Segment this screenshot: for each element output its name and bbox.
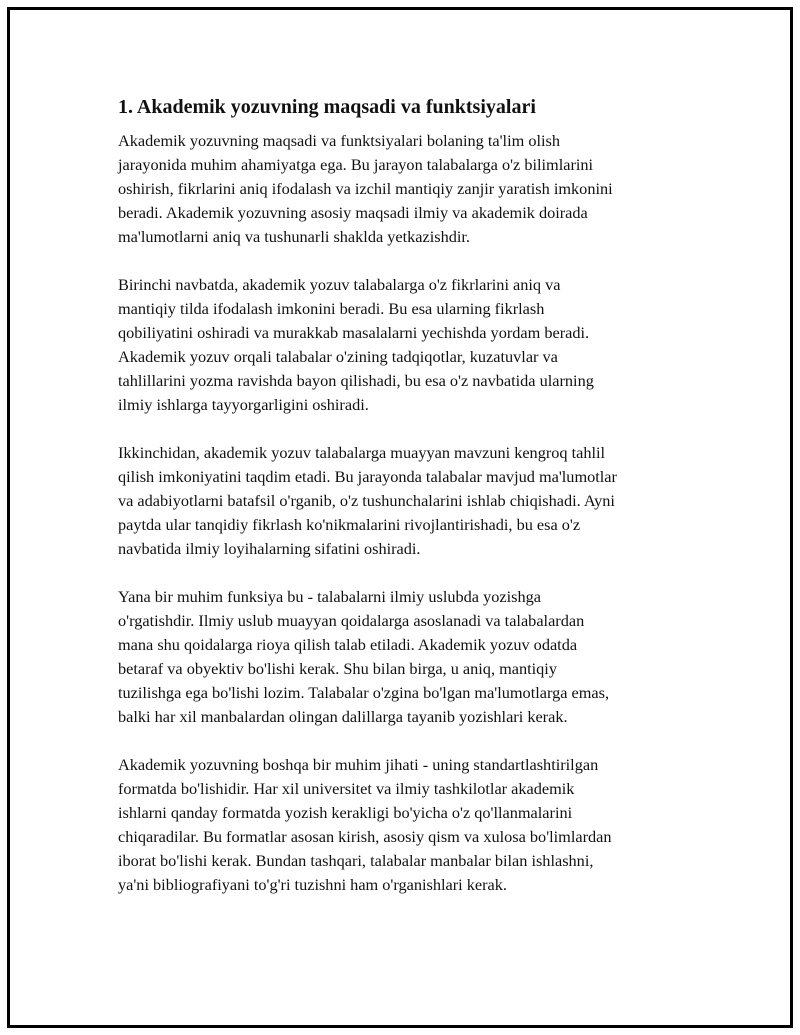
- text-line: Ikkinchidan, akademik yozuv talabalarga muayyan mavzuni kengroq tahlil: [118, 443, 606, 462]
- text-line: balki har xil manbalardan olingan dalillarga tayanib yozishlari kerak.: [118, 707, 568, 726]
- document-body: [118, 94, 688, 921]
- text-line: mantiqiy tilda ifodalash imkonini beradi. Bu esa ularning fikrlash: [118, 299, 545, 318]
- text-line: ilmiy ishlarga tayyorgarligini oshiradi.: [118, 395, 369, 414]
- text-line: ma'lumotlarni aniq va tushunarli shaklda yetkazishdir.: [118, 227, 470, 246]
- text-line: jarayonida muhim ahamiyatga ega. Bu jarayon talabalarga o'z bilimlarini: [118, 155, 594, 174]
- paragraph: [118, 273, 688, 417]
- text-line: Yana bir muhim funksiya bu - talabalarni ilmiy uslubda yozishga: [118, 587, 541, 606]
- text-line: betaraf va obyektiv bo'lishi kerak. Shu bilan birga, u aniq, mantiqiy: [118, 659, 557, 678]
- text-line: paytda ular tanqidiy fikrlash ko'nikmalarini rivojlantirishadi, bu esa o'z: [118, 515, 581, 534]
- paragraph: [118, 753, 688, 897]
- text-line: va adabiyotlarni batafsil o'rganib, o'z tushunchalarini ishlab chiqishadi. Ayni: [118, 491, 615, 510]
- paragraph: [118, 129, 688, 249]
- text-line: qilish imkoniyatini taqdim etadi. Bu jarayonda talabalar mavjud ma'lumotlar: [118, 467, 617, 486]
- text-line: Akademik yozuv orqali talabalar o'zining tadqiqotlar, kuzatuvlar va: [118, 347, 558, 366]
- text-line: Akademik yozuvning maqsadi va funktsiyalari bolaning ta'lim olish: [118, 131, 560, 150]
- text-line: chiqaradilar. Bu formatlar asosan kirish, asosiy qism va xulosa bo'limlardan: [118, 827, 612, 846]
- text-line: tuzilishga ega bo'lishi lozim. Talabalar o'zgina bo'lgan ma'lumotlarga emas,: [118, 683, 610, 702]
- text-line: iborat bo'lishi kerak. Bundan tashqari, talabalar manbalar bilan ishlashni,: [118, 851, 594, 870]
- text-line: beradi. Akademik yozuvning asosiy maqsadi ilmiy va akademik doirada: [118, 203, 588, 222]
- text-line: o'rgatishdir. Ilmiy uslub muayyan qoidalarga asoslanadi va talabalardan: [118, 611, 585, 630]
- paragraph: [118, 441, 688, 561]
- text-line: tahlillarini yozma ravishda bayon qilishadi, bu esa o'z navbatida ularning: [118, 371, 594, 390]
- text-line: Akademik yozuvning boshqa bir muhim jihati - uning standartlashtirilgan: [118, 755, 599, 774]
- text-line: qobiliyatini oshiradi va murakkab masalalarni yechishda yordam beradi.: [118, 323, 590, 342]
- text-line: ya'ni bibliografiyani to'g'ri tuzishni ham o'rganishlari kerak.: [118, 875, 507, 894]
- text-line: oshirish, fikrlarini aniq ifodalash va izchil mantiqiy zanjir yaratish imkonini: [118, 179, 613, 198]
- paragraph: [118, 585, 688, 729]
- page-title: 1. Akademik yozuvning maqsadi va funktsiyalari: [118, 96, 536, 118]
- text-line: formatda bo'lishidir. Har xil universitet va ilmiy tashkilotlar akademik: [118, 779, 575, 798]
- text-line: Birinchi navbatda, akademik yozuv talabalarga o'z fikrlarini aniq va: [118, 275, 561, 294]
- text-line: navbatida ilmiy loyihalarning sifatini oshiradi.: [118, 539, 421, 558]
- text-line: ishlarni qanday formatda yozish kerakligi bo'yicha o'z qo'llanmalarini: [118, 803, 573, 822]
- text-line: mana shu qoidalarga rioya qilish talab etiladi. Akademik yozuv odatda: [118, 635, 578, 654]
